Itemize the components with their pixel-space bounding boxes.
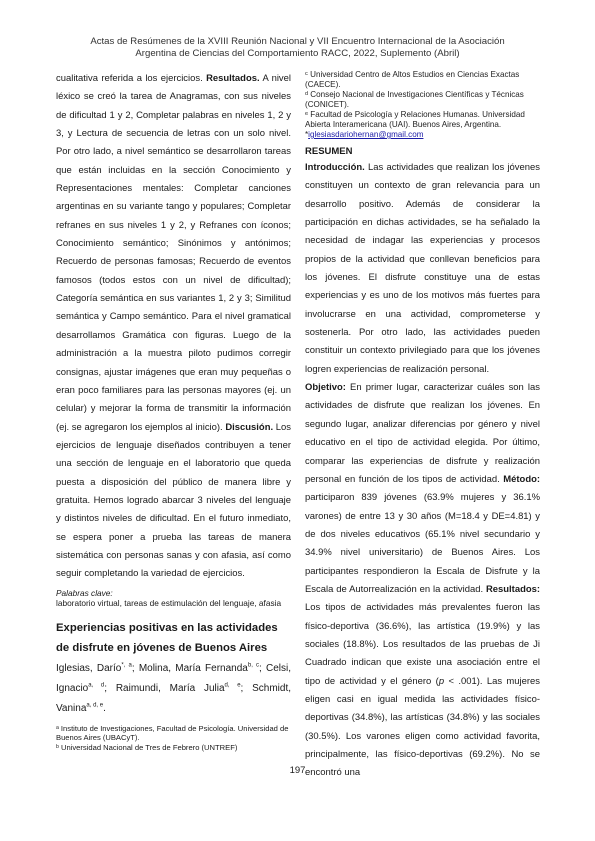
affiliation-e: ᵉ Facultad de Psicología y Relaciones Humanas. Universidad Abierta Interamericana (UAI). Buenos Aires, Argentina. <box>305 110 525 129</box>
affiliation-b: ᵇ Universidad Nacional de Tres de Febrero (UNTREF) <box>56 742 238 752</box>
contact-email-line: *iglesiasdariohernan@gmail.com <box>305 130 424 139</box>
author-name: Schmidt, Vanina <box>56 682 292 714</box>
page-number: 197 <box>289 765 306 776</box>
affiliation-d: ᵈ Consejo Nacional de Investigaciones Científicas y Técnicas (CONICET). <box>305 90 524 109</box>
article-title: Experiencias positivas en las actividades de disfrute en jóvenes de Buenos Aires <box>56 621 278 654</box>
right-column <box>305 70 540 783</box>
abstract-introduction: Introducción. Las actividades que realizan los jóvenes constituyen un contexto de gran relevancia para un desarrollo positivo. Además de considerar la participación en dichas actividades, se ha señalado la necesidad de indagar las experiencias y procesos propios de la actividad que conllevan beneficios para los jóvenes. El disfrute constituye una de estas experiencias y es uno de los motivos más fuertes para involucrarse en una actividad, comprometerse y sostenerla. Por otro lado, las actividades pueden constituir un contexto privilegiado para que los jóvenes logren experiencias de realización personal. <box>305 162 540 375</box>
abstract-continuation: cualitativa referida a los ejercicios. Resultados. A nivel léxico se creó la tarea de Anagramas, con sus niveles de dificultad 1 y 2, Completar palabras en niveles 1, 2 y 3, y Lectura de secuencia de letras con un solo nivel. Por otro lado, a nivel semántico se desarrollaron tareas que están incluidas en la sección Conocimiento y Representaciones mentales: Completar canciones argentinas en su variante tango y populares; Completar refranes en sus niveles 1 y 2, y Refranes con íconos; Conocimiento semántico; Sinónimos y antónimos; Recuerdo de personas famosas; Recuerdo de eventos famosos (todos estos con un nivel de dificultad); Categoría semántica en sus variantes 1, 2 y 3; Similitud semántica y Campo semántico. Para el nivel gramatical desarrollamos Gramática con figuras. Luego de la administración a la muestra piloto pudimos corregir consignas, ajustar imágenes que eran muy pequeñas o eran poco familiares para las personas mayores (ej. un celular) y mejorar la forma de transmitir la información (ej. se agregaron los ejemplos al inicio). Discusión. Los ejercicios de lenguaje diseñados contribuyen a tener una sección de lenguaje en el laboratorio que queda puesta a disposición del público de manera libre y gratuita. Hemos logrado abarcar 3 niveles del lenguaje y distintos niveles de dificultad. En el futuro inmediato, se espera poner a prueba las tareas de manera sistemática con personas sanas y con afasia, así como seguir completando la variedad de ejercicios. <box>56 73 291 580</box>
keywords-text: laboratorio virtual, tareas de estimulación del lenguaje, afasia <box>56 597 282 608</box>
affiliation-c: ᶜ Universidad Centro de Altos Estudios en Ciencias Exactas (CAECE). <box>305 70 520 89</box>
header-line-2: Argentina de Ciencias del Comportamiento RACC, 2022, Suplemento (Abril) <box>135 47 460 59</box>
author-name: Celsi, Ignacio <box>56 662 291 694</box>
author-name: Raimundi, María Julia <box>115 682 225 694</box>
author-name: Molina, María Fernanda <box>138 662 248 674</box>
running-header <box>40 36 555 59</box>
abstract-methods-results: Objetivo: En primer lugar, caracterizar cuáles son las actividades de disfrute que realizan los jóvenes. En segundo lugar, analizar diferencias por género y nivel educativo en el tipo de actividad elegida. Por último, comparar las experiencias de disfrute y realización personal en función de los tipos de actividad. Método: participaron 839 jóvenes (63.9% mujeres y 36.1% varones) de entre 13 y 30 años (M=18.4 y DE=4.81) y de dos niveles educativos (65.1% nivel secundario y 34.9% nivel universitario) de Buenos Aires. Los participantes respondieron la Escala de Disfrute y la Escala de Autorrealización en la actividad. Resultados: Los tipos de actividades más prevalentes fueron las físico-deportiva (36.6%), las artística (19.9%) y las sociales (18.8%). Los resultados de las pruebas de Ji Cuadrado indican que existe una asociación entre el tipo de actividad y el género (p < .001). Las mujeres eligen casi en igual medida las actividades físico-deportivas (34.8%), las artísticas (34.8%) y las sociales (30.5%). Los varones eligen como actividad favorita, principalmente, las físico-deportivas (69.2%). No se encontró una <box>305 382 540 779</box>
author-name: Iglesias, Darío <box>56 662 122 674</box>
author-list: Iglesias, Darío$^{*, a}$; Molina, María Fernanda$^{b, c}$; Celsi, Ignacio$^{a, d}$; Raimundi, María Julia$^{d, e}$; Schmidt, Vanina$^{a, d, e}$. <box>56 662 292 714</box>
keywords-label: Palabras clave: <box>56 587 113 598</box>
left-column <box>56 70 291 752</box>
affiliation-a: ᵃ Instituto de Investigaciones, Facultad de Psicología. Universidad de Buenos Aires (UBACyT). <box>56 723 289 743</box>
header-line-1: Actas de Resúmenes de la XVIII Reunión Nacional y VII Encuentro Internacional de la Asociación <box>90 36 505 47</box>
section-heading-resumen: RESUMEN <box>305 146 353 157</box>
contact-email-link[interactable]: iglesiasdariohernan@gmail.com <box>308 130 424 139</box>
